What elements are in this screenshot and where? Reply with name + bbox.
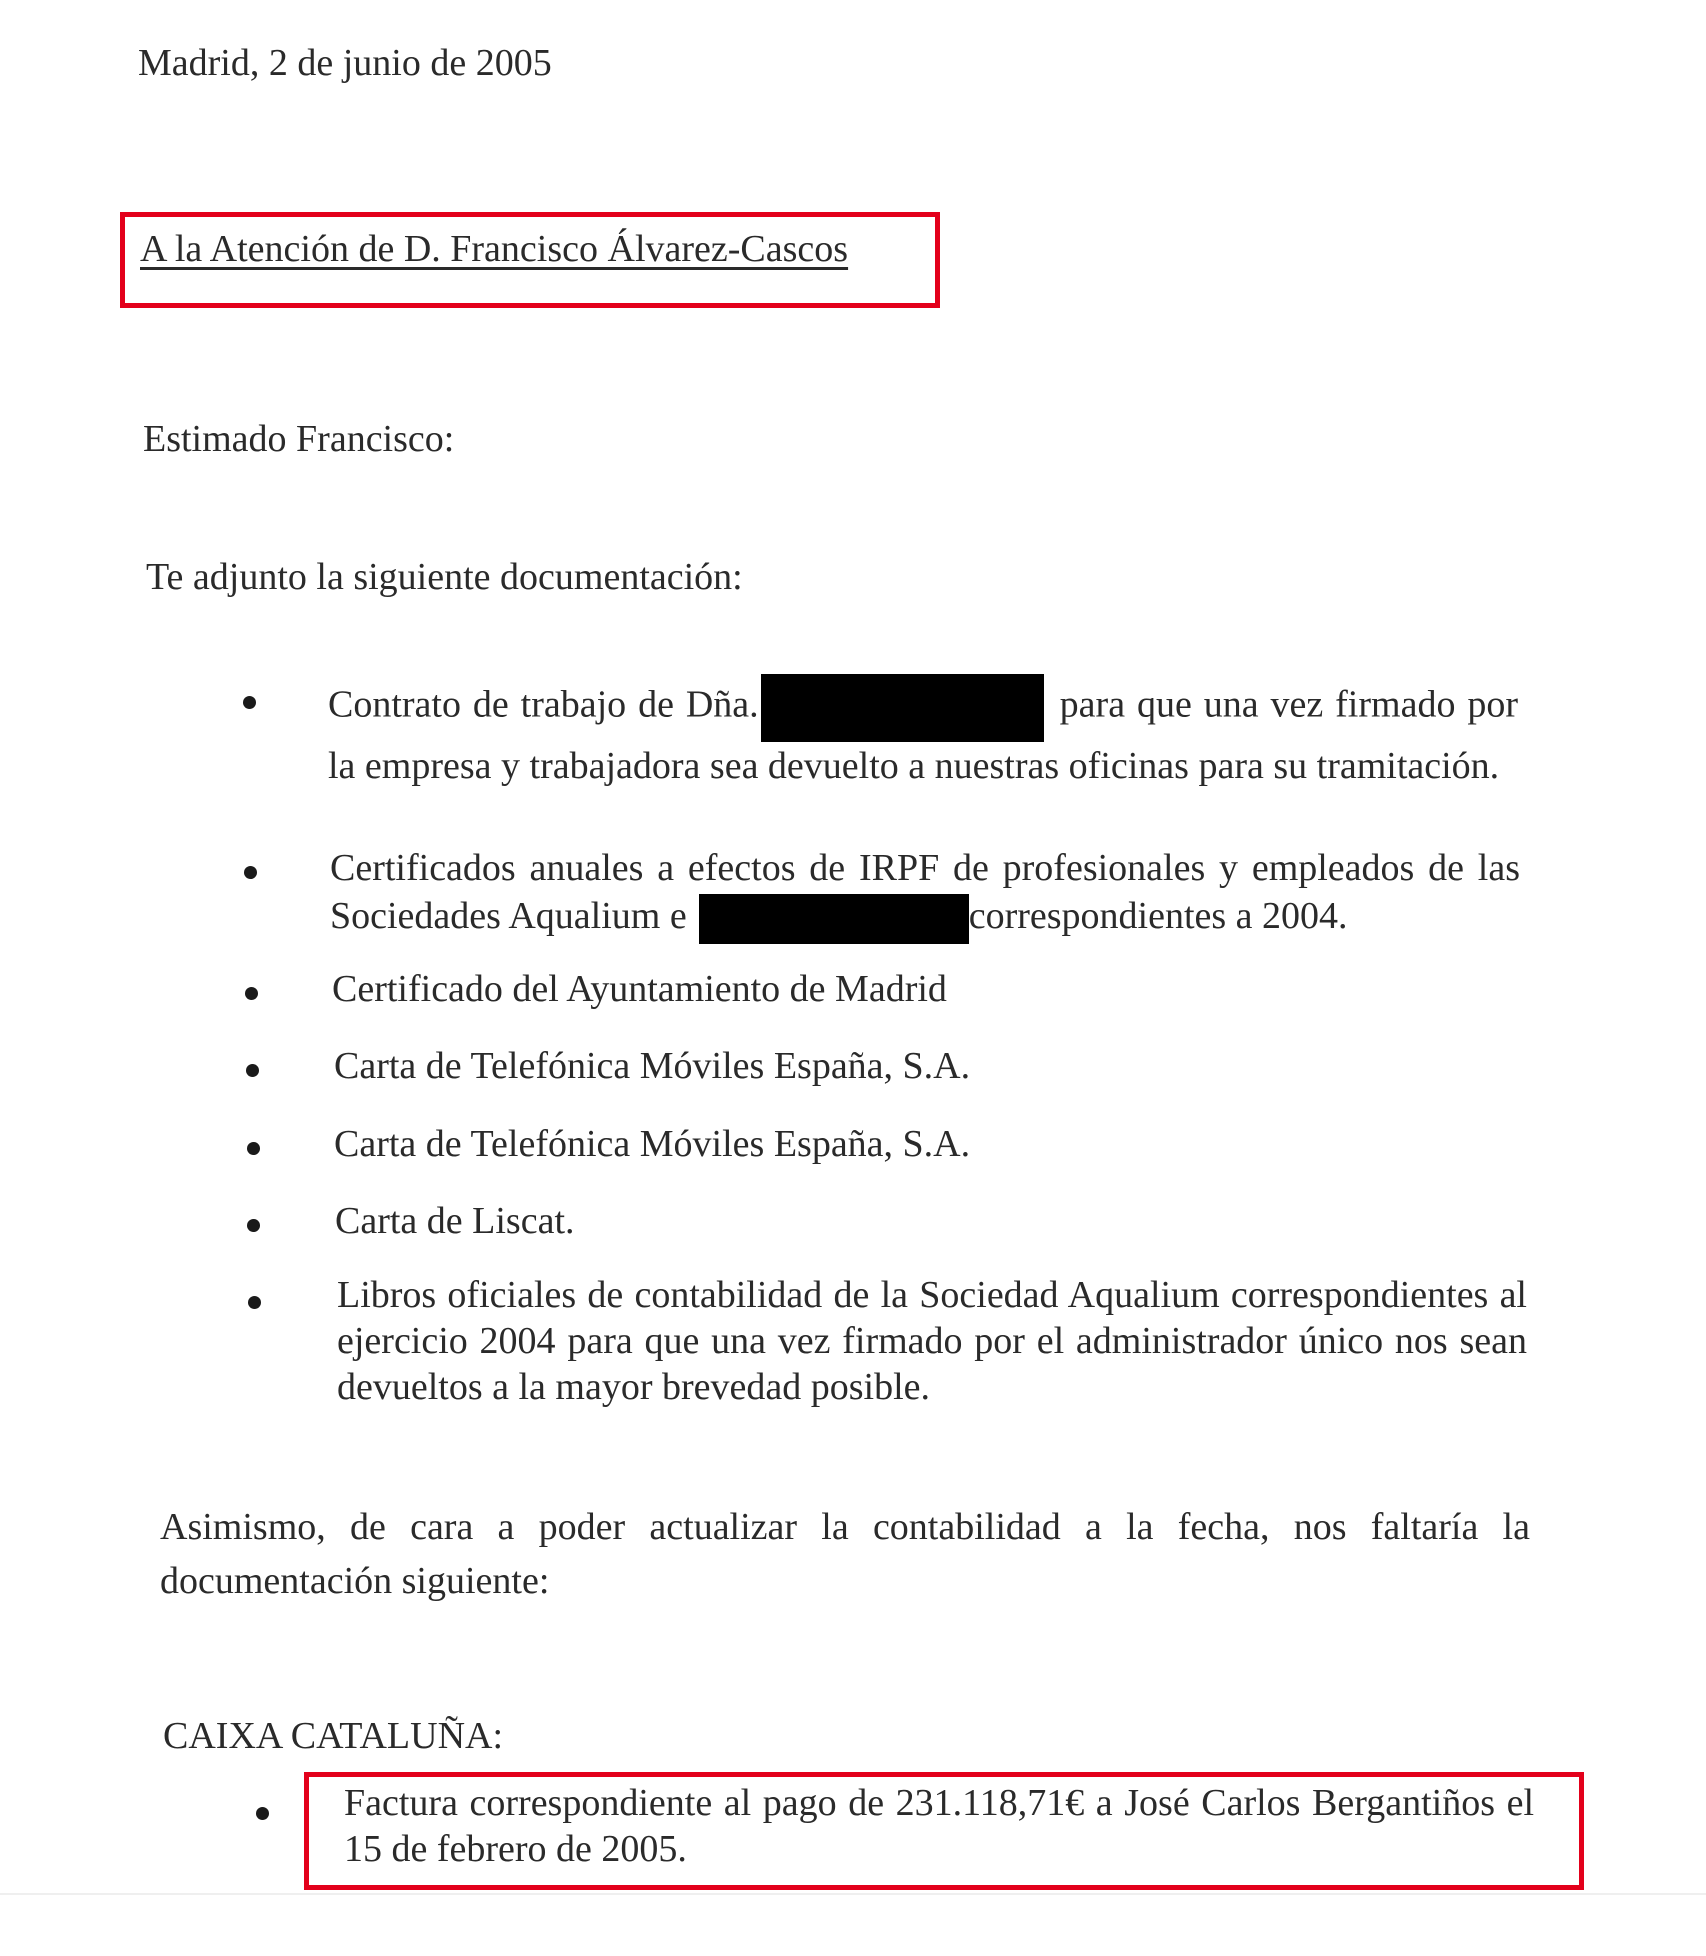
bullet-icon <box>246 1064 259 1077</box>
list-item-liscat: Carta de Liscat. <box>335 1200 575 1242</box>
date-line: Madrid, 2 de junio de 2005 <box>138 42 552 84</box>
bullet-icon <box>256 1807 269 1820</box>
documentation-paragraph: Asimismo, de cara a poder actualizar la contabilidad a la fecha, nos faltaría la documentación siguiente: <box>160 1506 1530 1602</box>
list-item-factura: Factura correspondiente al pago de 231.118,71€ a José Carlos Bergantiños el 15 de febrero de 2005. <box>344 1782 1534 1870</box>
attention-line: A la Atención de D. Francisco Álvarez-Cascos <box>140 228 849 270</box>
list-item-ayuntamiento: Certificado del Ayuntamiento de Madrid <box>332 968 947 1010</box>
greeting: Estimado Francisco: <box>143 418 455 460</box>
list-item-text: Contrato de trabajo de Dña. <box>328 683 759 726</box>
section-title: CAIXA CATALUÑA: <box>163 1715 504 1757</box>
intro-line: Te adjunto la siguiente documentación: <box>146 556 743 598</box>
list-item-certificates <box>330 844 1520 944</box>
list-item-libros: Libros oficiales de contabilidad de la Sociedad Aqualium correspondientes al ejercicio 2004 para que una vez firmado por el administrador único nos sean devueltos a la mayor brevedad posible. <box>337 1274 1527 1408</box>
bullet-icon <box>245 987 258 1000</box>
list-item-text: para que una vez firmado por la empresa y trabajadora sea devuelto a nuestras oficinas para su tramitación. <box>328 683 1519 787</box>
redaction-bar <box>699 894 969 944</box>
bullet-icon <box>247 1219 260 1232</box>
bullet-icon <box>248 1296 261 1309</box>
bullet-icon <box>243 696 256 709</box>
redaction-bar <box>761 674 1044 742</box>
bullet-icon <box>247 1142 260 1155</box>
list-item-contract <box>328 674 1518 790</box>
page-bottom-edge <box>0 1893 1706 1895</box>
list-item-telefonica-1: Carta de Telefónica Móviles España, S.A. <box>334 1045 971 1087</box>
bullet-icon <box>244 866 257 879</box>
list-item-text: Certificados anuales a efectos de IRPF de profesionales y empleados de las Sociedades Aqualium e <box>330 847 1520 937</box>
list-item-telefonica-2: Carta de Telefónica Móviles España, S.A. <box>334 1123 971 1165</box>
list-item-text: correspondientes a 2004. <box>968 895 1348 937</box>
